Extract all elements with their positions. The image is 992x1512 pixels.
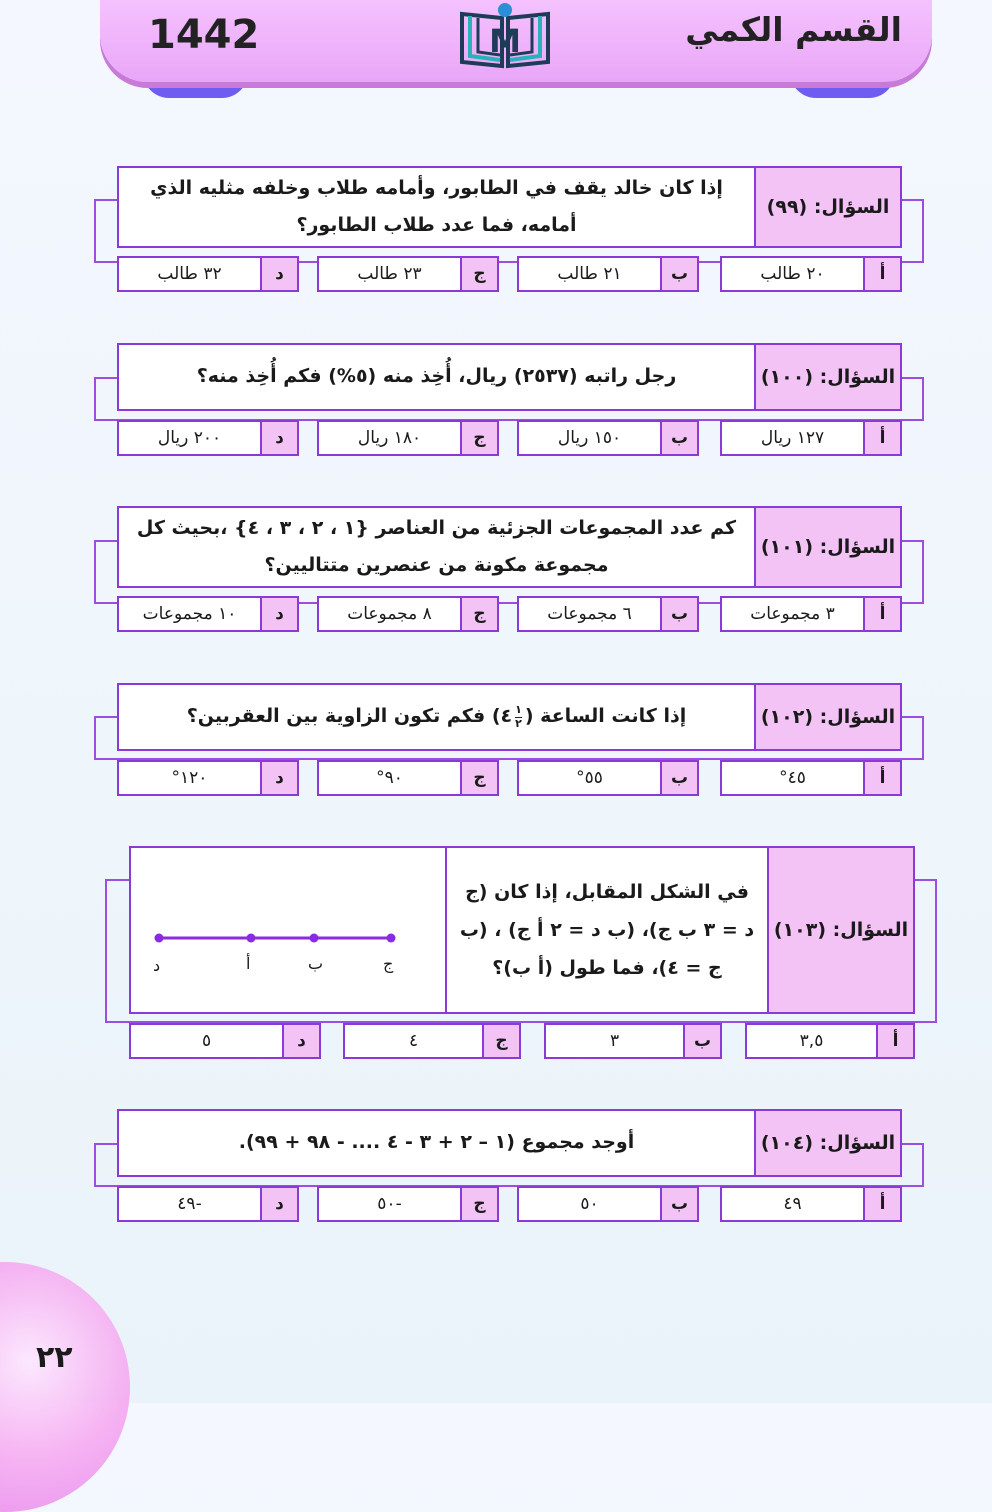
option-letter: ب bbox=[660, 598, 697, 630]
option-letter: ب bbox=[660, 258, 697, 290]
option-value: ٥٥° bbox=[576, 768, 603, 788]
option-value: -٥٠ bbox=[377, 1194, 402, 1214]
option-value: ٩٠° bbox=[376, 768, 403, 788]
option-value: ٦ مجموعات bbox=[547, 604, 632, 624]
option-c[interactable] bbox=[317, 596, 499, 632]
question-text-after: ) فكم تكون الزاوية بين العقربين؟ bbox=[186, 705, 501, 728]
option-c[interactable] bbox=[317, 420, 499, 456]
option-a[interactable] bbox=[720, 420, 902, 456]
point-j bbox=[387, 934, 396, 943]
option-letter: ب bbox=[660, 762, 697, 794]
option-value: ١٢٧ ريال bbox=[760, 428, 825, 448]
question-label: السؤال: (١٠٣) bbox=[767, 848, 913, 1012]
option-value: ٥ bbox=[201, 1031, 212, 1051]
question-row bbox=[129, 846, 915, 1014]
question-row bbox=[117, 343, 902, 411]
point-label-b: ب bbox=[308, 954, 324, 973]
book-logo-icon bbox=[458, 0, 552, 76]
fraction bbox=[515, 704, 522, 729]
question-label: السؤال: (٩٩) bbox=[754, 168, 900, 246]
point-a bbox=[247, 934, 256, 943]
option-b[interactable] bbox=[517, 760, 699, 796]
option-value: ٤٥° bbox=[779, 768, 806, 788]
option-letter: أ bbox=[863, 762, 900, 794]
option-letter: د bbox=[260, 422, 297, 454]
option-letter: ب bbox=[660, 422, 697, 454]
option-value: ٣ مجموعات bbox=[750, 604, 835, 624]
option-letter: أ bbox=[863, 598, 900, 630]
option-value: ٥٠ bbox=[580, 1194, 599, 1214]
option-letter: ب bbox=[683, 1025, 720, 1057]
question-row bbox=[117, 1109, 902, 1177]
page-number: ٢٢ bbox=[36, 1340, 73, 1375]
option-b[interactable] bbox=[517, 1186, 699, 1222]
point-label-j: ج bbox=[383, 954, 394, 973]
fraction-numerator: ١ bbox=[515, 703, 522, 717]
question-text: كم عدد المجموعات الجزئية من العناصر {١ ، ٢ ، ٣ ، ٤} ،بحيث كل مجموعة مكونة من عنصرين متتاليين؟ bbox=[136, 516, 737, 576]
header-title: القسم الكمي bbox=[685, 10, 902, 49]
point-label-d: د bbox=[153, 956, 161, 975]
option-letter: د bbox=[282, 1025, 319, 1057]
option-d[interactable] bbox=[129, 1023, 321, 1059]
option-value: ٢٠ طالب bbox=[760, 264, 825, 284]
option-b[interactable] bbox=[517, 596, 699, 632]
question-row bbox=[117, 683, 902, 751]
option-a[interactable] bbox=[720, 256, 902, 292]
option-value: ٣,٥ bbox=[799, 1031, 824, 1051]
option-letter: أ bbox=[876, 1025, 913, 1057]
question-label: السؤال: (١٠٤) bbox=[754, 1111, 900, 1175]
option-value: ١٢٠° bbox=[171, 768, 208, 788]
question-text: أوجد مجموع (١ – ٢ + ٣ - ٤ .... - ٩٨ + ٩٩). bbox=[238, 1131, 635, 1154]
option-b[interactable] bbox=[544, 1023, 722, 1059]
option-letter: ج bbox=[460, 1188, 497, 1220]
option-value: ٢١ طالب bbox=[557, 264, 622, 284]
line-segment-figure bbox=[131, 848, 451, 1008]
option-value: ٨ مجموعات bbox=[347, 604, 432, 624]
option-letter: د bbox=[260, 762, 297, 794]
question-text: رجل راتبه (٢٥٣٧) ريال، أُخِذ منه (٥%) فكم أُخِذ منه؟ bbox=[196, 365, 677, 388]
option-c[interactable] bbox=[317, 256, 499, 292]
option-letter: ج bbox=[460, 762, 497, 794]
decorative-blob bbox=[0, 1262, 130, 1512]
question-text-before: إذا كانت الساعة ( bbox=[524, 705, 687, 728]
option-value: ٢٣ طالب bbox=[357, 264, 422, 284]
question-text bbox=[119, 685, 754, 749]
point-d bbox=[155, 934, 164, 943]
question-label: السؤال: (١٠٠) bbox=[754, 345, 900, 409]
option-letter: ج bbox=[460, 422, 497, 454]
option-value: ٤ bbox=[408, 1031, 419, 1051]
header-year: 1442 bbox=[148, 12, 260, 58]
option-d[interactable] bbox=[117, 760, 299, 796]
option-value: ٤٩ bbox=[783, 1194, 802, 1214]
option-letter: ج bbox=[460, 258, 497, 290]
option-value: ١٥٠ ريال bbox=[557, 428, 622, 448]
option-letter: أ bbox=[863, 1188, 900, 1220]
question-row bbox=[117, 166, 902, 248]
option-letter: د bbox=[260, 258, 297, 290]
option-b[interactable] bbox=[517, 256, 699, 292]
option-letter: د bbox=[260, 598, 297, 630]
question-label: السؤال: (١٠٢) bbox=[754, 685, 900, 749]
option-a[interactable] bbox=[745, 1023, 915, 1059]
question-text: إذا كان خالد يقف في الطابور، وأمامه طلاب وخلفه مثليه الذي أمامه، فما عدد طلاب الطابور؟ bbox=[150, 176, 723, 236]
option-letter: ج bbox=[482, 1025, 519, 1057]
option-d[interactable] bbox=[117, 1186, 299, 1222]
point-b bbox=[310, 934, 319, 943]
option-c[interactable] bbox=[317, 760, 499, 796]
option-d[interactable] bbox=[117, 420, 299, 456]
option-d[interactable] bbox=[117, 596, 299, 632]
logo-letter: M bbox=[489, 22, 521, 60]
question-text: في الشكل المقابل، إذا كان (ج د = ٣ ب ج)، (ب د = ٢ أ ج) ، (ب ج = ٤)، فما طول (أ ب)؟ bbox=[445, 848, 767, 1012]
option-d[interactable] bbox=[117, 256, 299, 292]
option-a[interactable] bbox=[720, 596, 902, 632]
option-value: ١٨٠ ريال bbox=[357, 428, 422, 448]
option-value: ٣ bbox=[609, 1031, 620, 1051]
option-c[interactable] bbox=[343, 1023, 521, 1059]
option-letter: أ bbox=[863, 258, 900, 290]
option-letter: ج bbox=[460, 598, 497, 630]
option-value: -٤٩ bbox=[177, 1194, 202, 1214]
option-a[interactable] bbox=[720, 1186, 902, 1222]
option-letter: د bbox=[260, 1188, 297, 1220]
question-label: السؤال: (١٠١) bbox=[754, 508, 900, 586]
fraction-denominator: ٢ bbox=[515, 716, 522, 730]
option-letter: أ bbox=[863, 422, 900, 454]
figure-panel bbox=[131, 848, 445, 1012]
option-b[interactable] bbox=[517, 420, 699, 456]
option-c[interactable] bbox=[317, 1186, 499, 1222]
point-label-a: أ bbox=[246, 954, 251, 973]
option-value: ٢٠٠ ريال bbox=[157, 428, 222, 448]
option-value: ٣٢ طالب bbox=[157, 264, 222, 284]
question-row bbox=[117, 506, 902, 588]
question-text-whole: ٤ bbox=[500, 705, 513, 728]
option-a[interactable] bbox=[720, 760, 902, 796]
option-letter: ب bbox=[660, 1188, 697, 1220]
option-value: ١٠ مجموعات bbox=[142, 604, 237, 624]
